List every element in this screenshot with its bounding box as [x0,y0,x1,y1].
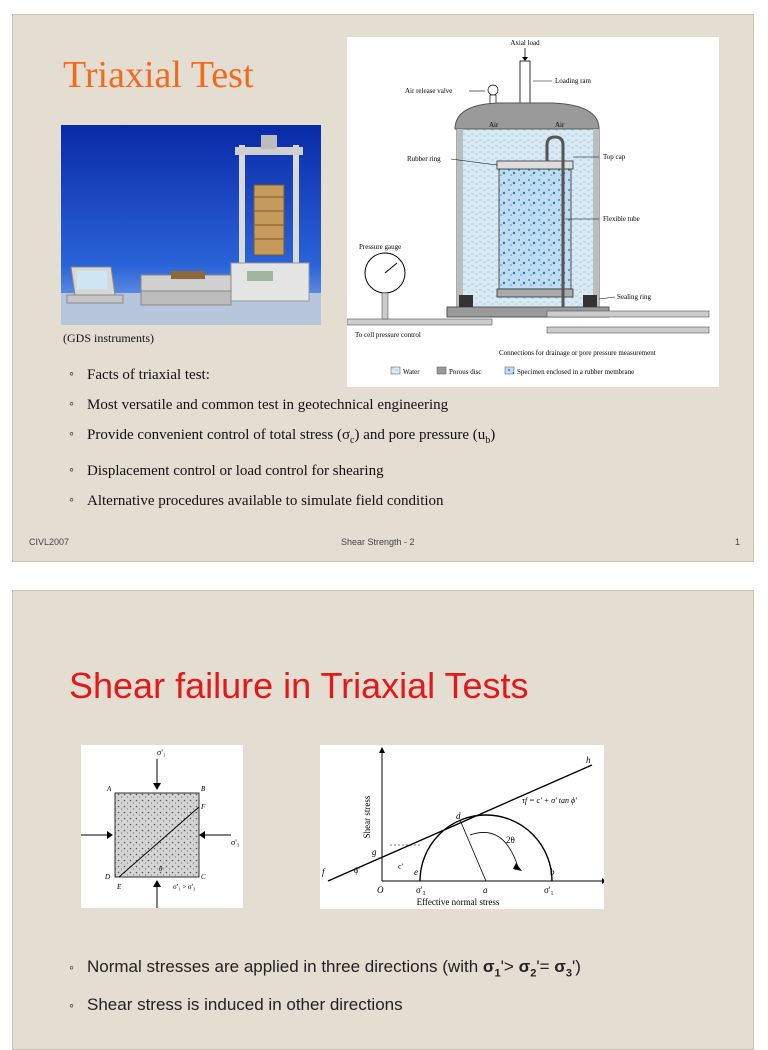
stress-element-diagram [81,745,243,908]
triaxial-apparatus-diagram [347,37,719,387]
bullet-item: ◦ Normal stresses are applied in three directions (with $\sigma_1'> \sigma_2'= \sigma_3'$) [69,951,581,989]
bullet-item: ◦ Alternative procedures available to simulate field condition [69,486,495,516]
label-b: b [550,867,555,877]
label-pressure-gauge: Pressure gauge [359,243,402,251]
label-F: F [201,803,206,811]
label-theta: θ [159,865,163,873]
bullet-item: ◦ Most versatile and common test in geotechnical engineering [69,390,495,420]
label-phi: ϕ' [354,866,360,875]
footer-topic: Shear Strength - 2 [341,537,415,547]
bullet-item: ◦ Displacement control or load control for shearing [69,456,495,486]
axis-label-x: Effective normal stress [416,897,500,907]
bullet-item: ◦ Provide convenient control of total stress $(\sigma_c)$ and pore pressure $(u_b)$ [69,420,495,456]
label-air-right: Air [555,121,565,129]
label-sigma1-axis: σ'₁ [544,885,554,895]
label-a: a [483,885,488,895]
label-sigma1: σ'₁ [157,748,166,757]
label-A: A [107,785,112,793]
legend-specimen: Specimen enclosed in a rubber membrane [517,368,635,376]
label-drainage: Connections for drainage or pore pressure measurement [499,349,656,357]
label-flexible-tube: Flexible tube [603,215,640,223]
label-d: d [456,811,461,821]
label-air-release-valve: Air release valve [405,87,453,95]
footer-page-number: 1 [735,537,741,547]
legend-water: Water [403,368,420,376]
label-sigma3-axis: σ'₃ [416,885,426,895]
slide-title: Shear failure in Triaxial Tests [69,665,529,706]
label-g: g [372,847,377,857]
label-axial-load: Axial load [510,39,540,47]
label-c: c' [398,862,403,871]
axis-label-y: Shear stress [362,795,372,839]
label-E: E [117,883,122,891]
legend-porous-disc: Porous disc [449,368,482,376]
slide-triaxial-test [12,14,754,562]
label-air-left: Air [489,121,499,129]
bullet-list [69,951,581,1021]
mohr-circle-diagram [320,745,604,909]
label-D: D [105,873,111,881]
label-h: h [586,755,591,765]
footer-course-code: CIVL2007 [29,537,70,547]
label-rubber-ring: Rubber ring [407,155,441,163]
label-f: f [322,867,325,877]
label-top-cap: Top cap [603,153,626,161]
gds-instruments-photo [61,125,321,325]
label-sealing-ring: Sealing ring [617,293,652,301]
label-sigma3: σ'₃ [231,838,240,847]
label-e: e [414,867,418,877]
photo-caption: (GDS instruments) [63,331,154,345]
slide-title: Triaxial Test [63,54,254,96]
label-failure-equation: τf = c' + σ' tan ϕ' [522,796,577,805]
bullet-item: ◦ Facts of triaxial test: [69,360,495,390]
bullet-item: ◦ Shear stress is induced in other directions [69,989,581,1021]
label-B: B [201,785,206,793]
label-two-theta: 2θ [506,835,515,845]
label-loading-ram: Loading ram [555,77,591,85]
label-condition: σ'₁ > σ'₃ [173,883,196,891]
label-cell-pressure: To cell pressure control [355,331,421,339]
label-O: O [377,885,384,895]
label-C: C [201,873,206,881]
bullet-list [69,360,495,516]
slide-shear-failure [12,590,754,1050]
